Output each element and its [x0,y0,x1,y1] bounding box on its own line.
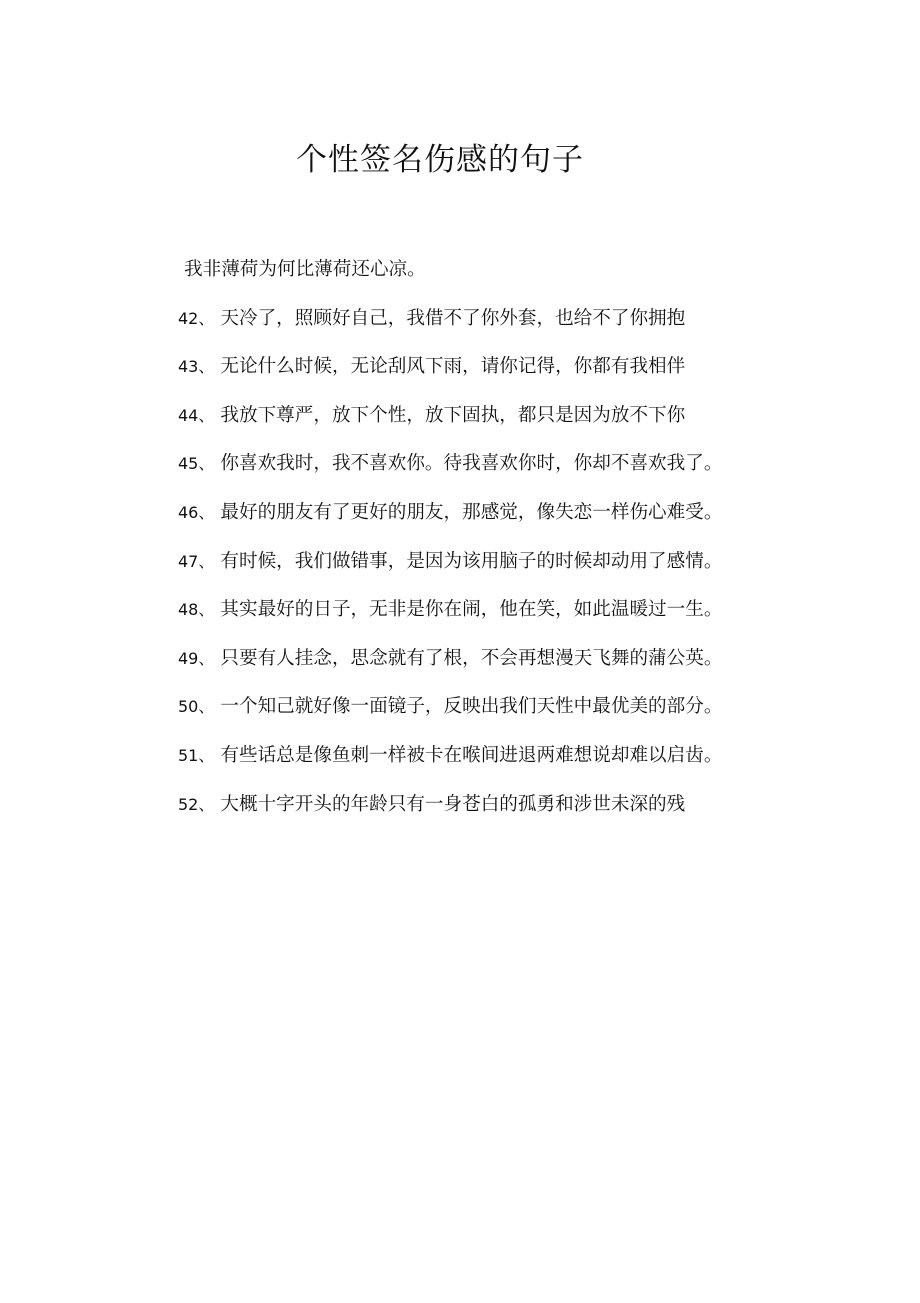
item-text: 有时候，我们做错事，是因为该用脑子的时候却动用了感情。 [220,550,723,572]
page-title: 个性签名伤感的句子 [296,142,584,178]
paragraph [137,295,733,344]
item-text: 我非薄荷为何比薄荷还心凉。 [184,259,426,280]
item-text: 无论什么时候，无论刮风下雨，请你记得，你都有我相伴 [220,356,686,378]
paragraph [137,635,733,684]
paragraph [137,489,733,538]
item-text: 最好的朋友有了更好的朋友，那感觉，像失恋一样伤心难受。 [220,501,723,523]
item-number: 49、 [178,648,215,668]
item-number: 52、 [178,794,215,814]
item-number: 44、 [178,405,215,425]
item-number: 42、 [178,308,215,328]
item-number: 47、 [178,551,215,571]
paragraph [137,781,733,830]
item-text: 一个知己就好像一面镜子，反映出我们天性中最优美的部分。 [220,696,723,718]
item-text: 有些话总是像鱼刺一样被卡在喉间进退两难想说却难以启齿。 [220,744,723,766]
item-text: 我放下尊严，放下个性，放下固执，都只是因为放不下你 [220,404,686,426]
paragraph [137,440,733,489]
item-text: 其实最好的日子，无非是你在闹，他在笑，如此温暖过一生。 [220,599,723,621]
document-body [137,246,733,829]
item-text: 天冷了，照顾好自己，我借不了你外套，也给不了你拥抱 [220,307,686,329]
item-number: 48、 [178,600,215,620]
paragraph [137,683,733,732]
paragraph [137,392,733,441]
item-text: 只要有人挂念，思念就有了根，不会再想漫天飞舞的蒲公英。 [220,647,723,669]
paragraph [137,586,733,635]
item-text: 你喜欢我时，我不喜欢你。待我喜欢你时，你却不喜欢我了。 [220,453,723,475]
paragraph [137,538,733,587]
paragraph [137,343,733,392]
item-text: 大概十字开头的年龄只有一身苍白的孤勇和涉世未深的残 [220,793,686,815]
item-number: 45、 [178,454,215,474]
item-number: 46、 [178,502,215,522]
item-number: 51、 [178,745,215,765]
item-number: 50、 [178,697,215,717]
paragraph [137,732,733,781]
paragraph [137,246,733,295]
item-number: 43、 [178,357,215,377]
